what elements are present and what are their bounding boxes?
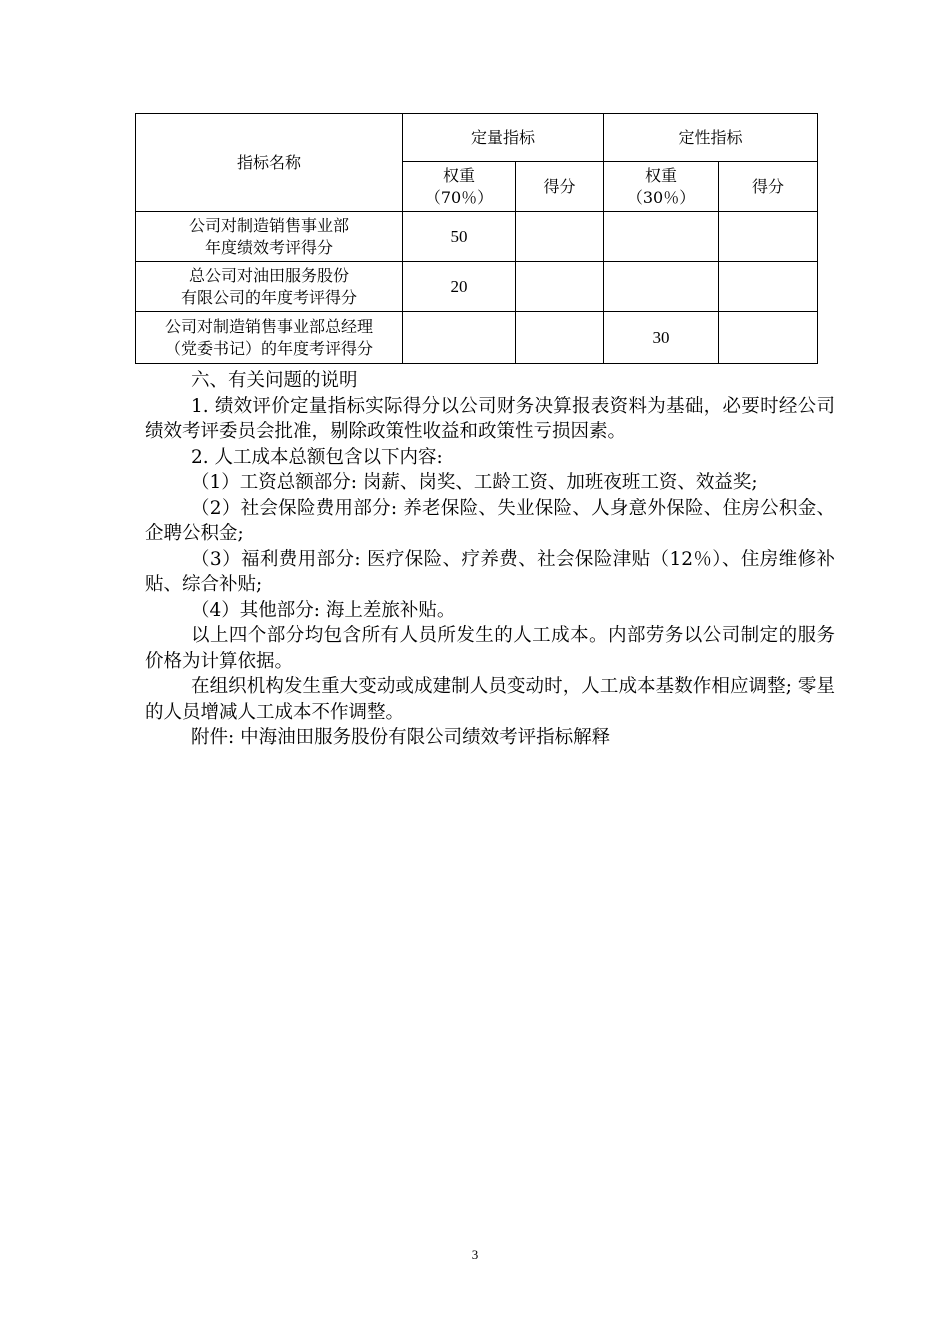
paragraph: 在组织机构发生重大变动或成建制人员变动时，人工成本基数作相应调整; 零星的人员增减人工成本不作调整。 xyxy=(145,676,835,723)
paragraph: 以上四个部分均包含所有人员所发生的人工成本。内部劳务以公司制定的服务价格为计算依据。 xyxy=(145,625,835,672)
list-item: （4）其他部分: 海上差旅补贴。 xyxy=(191,599,456,621)
row-quant-score xyxy=(516,312,604,364)
table-row xyxy=(136,312,818,364)
header-indicator-name: 指标名称 xyxy=(136,114,403,212)
row-indicator-name: 公司对制造销售事业部总经理 （党委书记）的年度考评得分 xyxy=(136,312,403,364)
row-qual-score xyxy=(719,312,818,364)
paragraph: 2. 人工成本总额包含以下内容: xyxy=(191,446,443,468)
section-heading: 六、有关问题的说明 xyxy=(191,370,358,391)
header-quant-score: 得分 xyxy=(516,162,604,212)
list-item: （1）工资总额部分: 岗薪、岗奖、工龄工资、加班夜班工资、效益奖; xyxy=(191,472,758,493)
row-qual-weight xyxy=(604,212,719,262)
table-row xyxy=(136,212,818,262)
row-quant-weight: 20 xyxy=(403,262,516,312)
row-qual-score xyxy=(719,212,818,262)
paragraph: 1. 绩效评价定量指标实际得分以公司财务决算报表资料为基础，必要时经公司绩效考评委员会批准，剔除政策性收益和政策性亏损因素。 xyxy=(145,395,835,442)
list-item: （3）福利费用部分: 医疗保险、疗养费、社会保险津贴（12％）、住房维修补贴、综合补贴; xyxy=(145,548,835,595)
row-qual-score xyxy=(719,262,818,312)
row-quant-weight: 50 xyxy=(403,212,516,262)
header-qualitative: 定性指标 xyxy=(604,114,818,162)
table-header-row xyxy=(136,114,818,162)
list-item: （2）社会保险费用部分: 养老保险、失业保险、人身意外保险、住房公积金、企聘公积金; xyxy=(145,497,835,544)
row-qual-weight xyxy=(604,262,719,312)
row-indicator-name: 公司对制造销售事业部 年度绩效考评得分 xyxy=(136,212,403,262)
row-quant-score xyxy=(516,212,604,262)
explanation-section xyxy=(145,368,835,751)
table-row xyxy=(136,262,818,312)
row-qual-weight: 30 xyxy=(604,312,719,364)
page-number: 3 xyxy=(471,1247,479,1262)
header-quantitative: 定量指标 xyxy=(403,114,604,162)
row-quant-score xyxy=(516,262,604,312)
header-quant-weight: 权重 （70％） xyxy=(403,162,516,212)
header-qual-weight: 权重 （30％） xyxy=(604,162,719,212)
row-quant-weight xyxy=(403,312,516,364)
header-qual-score: 得分 xyxy=(719,162,818,212)
evaluation-table xyxy=(135,113,818,364)
row-indicator-name: 总公司对油田服务股份 有限公司的年度考评得分 xyxy=(136,262,403,312)
attachment-note: 附件: 中海油田服务股份有限公司绩效考评指标解释 xyxy=(191,727,611,748)
